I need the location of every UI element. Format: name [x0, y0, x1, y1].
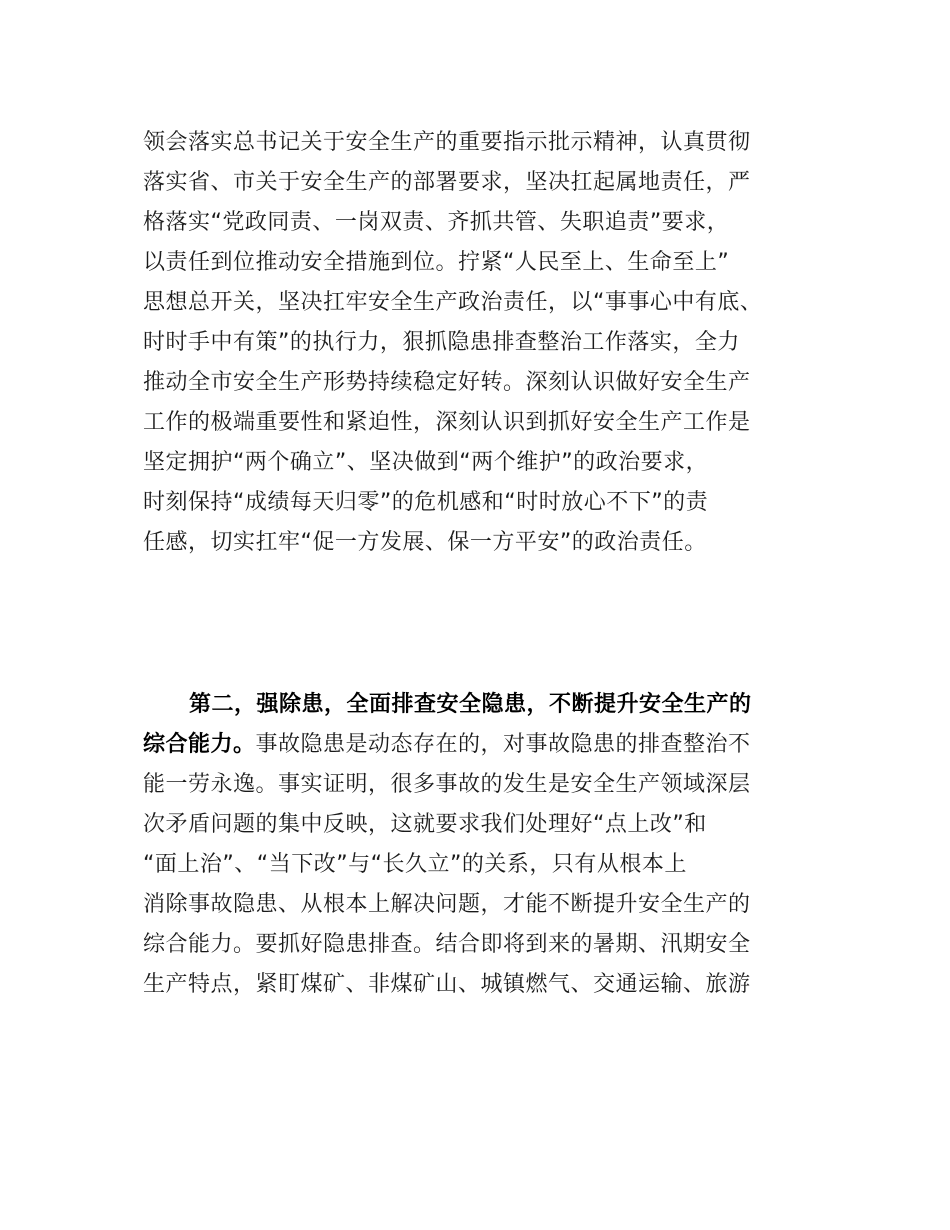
- paragraph-2-line: 生产特点，紧盯煤矿、非煤矿山、城镇燃气、交通运输、旅游: [143, 972, 751, 997]
- paragraph-1-line: 时时手中有策”的执行力，狠抓隐患排查整治工作落实，全力: [143, 330, 740, 355]
- paragraph-1-line: 思想总开关，坚决扛牢安全生产政治责任，以“事事心中有底、: [143, 290, 763, 315]
- paragraph-2-text: 事故隐患是动态存在的，对事故隐患的排查整治不: [255, 732, 751, 757]
- paragraph-1-line: 推动全市安全生产形势持续稳定好转。深刻认识做好安全生产: [143, 370, 751, 395]
- paragraph-2: [143, 685, 823, 1005]
- paragraph-2-line: 综合能力。要抓好隐患排查。结合即将到来的暑期、汛期安全: [143, 932, 751, 957]
- paragraph-2-line: 次矛盾问题的集中反映，这就要求我们处理好“点上改”和: [143, 812, 707, 837]
- paragraph-1-line: 落实省、市关于安全生产的部署要求，坚决扛起属地责任，严: [143, 170, 751, 195]
- section-heading-continuation: 综合能力。: [143, 732, 256, 757]
- paragraph-1-line: 任感，切实扛牢“促一方发展、保一方平安”的政治责任。: [143, 530, 707, 555]
- paragraph-2-line: “面上治”、“当下改”与“长久立”的关系，只有从根本上: [143, 852, 687, 877]
- paragraph-1-line: 时刻保持“成绩每天归零”的危机感和“时时放心不下”的责: [143, 490, 709, 515]
- paragraph-1: [143, 123, 823, 563]
- paragraph-2-line: 能一劳永逸。事实证明，很多事故的发生是安全生产领域深层: [143, 772, 751, 797]
- paragraph-1-line: 坚定拥护“两个确立”、坚决做到“两个维护”的政治要求，: [143, 450, 709, 475]
- paragraph-1-line: 格落实“党政同责、一岗双责、齐抓共管、失职追责”要求，: [143, 210, 730, 235]
- paragraph-2-line: 消除事故隐患、从根本上解决问题，才能不断提升安全生产的: [143, 892, 751, 917]
- paragraph-1-line: 领会落实总书记关于安全生产的重要指示批示精神，认真贯彻: [143, 130, 751, 155]
- paragraph-1-line: 以责任到位推动安全措施到位。拧紧“人民至上、生命至上”: [143, 250, 730, 275]
- section-heading: 第二，强除患，全面排查安全隐患，不断提升安全生产的: [189, 692, 752, 717]
- paragraph-1-line: 工作的极端重要性和紧迫性，深刻认识到抓好安全生产工作是: [143, 410, 751, 435]
- paragraph-2-line: [143, 725, 823, 765]
